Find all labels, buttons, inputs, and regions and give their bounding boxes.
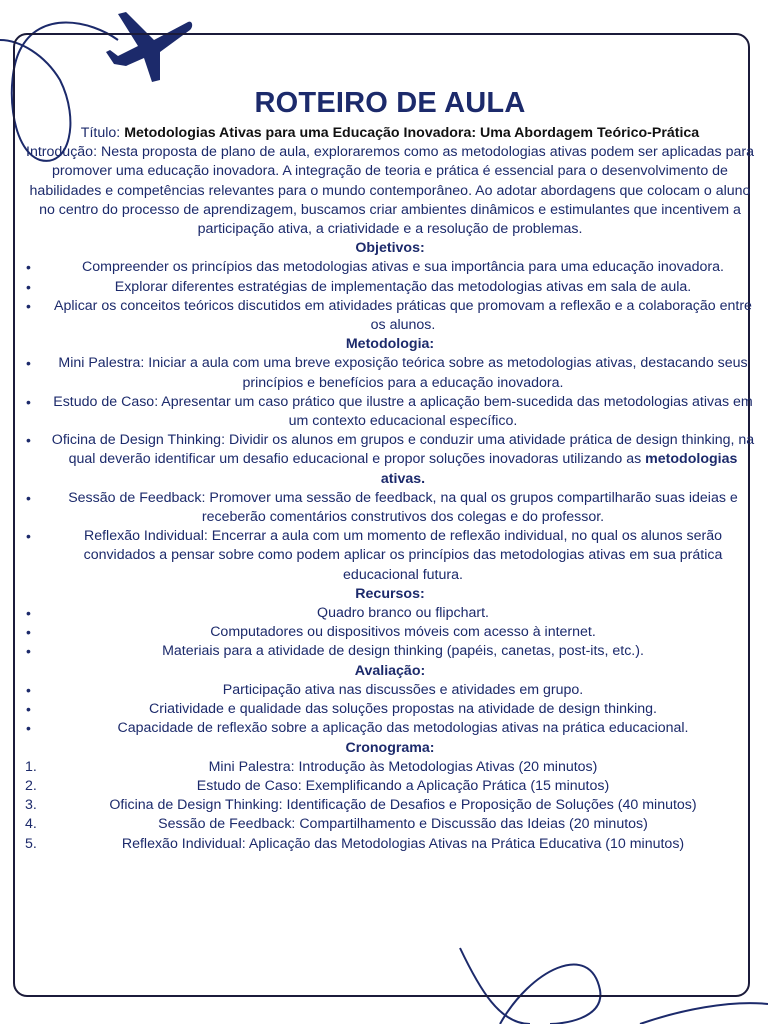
list-item: • Reflexão Individual: Encerrar a aula com um momento de reflexão individual, no qual os alunos serão convidados a pensar sobre como podem aplicar os princípios das metodologias ativas em sua prática educacional futura. <box>20 527 760 585</box>
list-item: • Explorar diferentes estratégias de implementação das metodologias ativas em sala de aula. <box>20 278 760 297</box>
section-heading-objetivos: Objetivos: <box>355 240 425 257</box>
list-item-text: Oficina de Design Thinking: Identificação de Desafios e Proposição de Soluções (40 minutos) <box>109 797 697 814</box>
lesson-plan-content <box>20 84 760 854</box>
lesson-title: Metodologias Ativas para uma Educação Inovadora: Uma Abordagem Teórico-Prática <box>124 125 700 141</box>
list-item-text: Estudo de Caso: Exemplificando a Aplicação Prática (15 minutos) <box>196 777 610 794</box>
recursos-list <box>20 604 760 662</box>
objetivos-list <box>20 258 760 335</box>
list-item <box>20 758 760 777</box>
lesson-title-line <box>20 124 760 143</box>
list-item <box>20 815 760 834</box>
list-item <box>20 835 760 854</box>
list-item: • Compreender os princípios das metodologias ativas e sua importância para uma educação inovadora. <box>20 258 760 277</box>
cronograma-list <box>20 758 760 854</box>
list-item: • Participação ativa nas discussões e atividades em grupo. <box>20 681 760 700</box>
list-number: 1. <box>25 758 37 775</box>
list-item <box>20 796 760 815</box>
list-number: 3. <box>25 797 37 814</box>
title-label: Título: <box>80 125 121 141</box>
list-item-bold-tail: metodologias ativas. <box>380 451 738 487</box>
list-item: • Computadores ou dispositivos móveis com acesso à internet. <box>20 623 760 642</box>
list-number: 5. <box>25 835 37 852</box>
section-heading-avaliacao: Avaliação: <box>354 662 426 679</box>
list-item: • Aplicar os conceitos teóricos discutidos em atividades práticas que promovam a reflexão e a colaboração entre os alunos. <box>20 297 760 335</box>
page-title: ROTEIRO DE AULA <box>254 87 526 119</box>
list-item-text: Reflexão Individual: Aplicação das Metodologias Ativas na Prática Educativa (10 minutos) <box>121 835 685 852</box>
list-item: • Sessão de Feedback: Promover uma sessão de feedback, na qual os grupos compartilharão suas ideias e receberão comentários construtivos dos colegas e do professor. <box>20 489 760 527</box>
list-item-text: Mini Palestra: Introdução às Metodologias Ativas (20 minutos) <box>208 758 598 775</box>
list-item-text: Oficina de Design Thinking: Dividir os alunos em grupos e conduzir uma atividade prática de design thinking, na qual deverão identificar um desafio educacional e propor soluções inovadoras utilizando as <box>51 432 755 468</box>
section-heading-recursos: Recursos: <box>355 585 425 602</box>
list-item <box>20 777 760 796</box>
list-item: • Materiais para a atividade de design thinking (papéis, canetas, post-its, etc.). <box>20 642 760 661</box>
list-number: 4. <box>25 816 37 833</box>
list-item: • Capacidade de reflexão sobre a aplicação das metodologias ativas na prática educacional. <box>20 719 760 738</box>
avaliacao-list <box>20 681 760 739</box>
introduction: Introdução: Nesta proposta de plano de aula, exploraremos como as metodologias ativas podem ser aplicadas para promover uma educação inovadora. A integração de teoria e prática é essencial para o desenvolvimento de habilidades e competências relevantes para o mundo contemporâneo. Ao adotar abordagens que colocam o aluno no centro do processo de aprendizagem, buscamos criar ambientes dinâmicos e estimulantes que incentivem a participação ativa, a criatividade e a resolução de problemas. <box>26 144 754 238</box>
section-heading-cronograma: Cronograma: <box>345 739 435 756</box>
metodologia-list <box>20 354 760 584</box>
section-heading-metodologia: Metodologia: <box>345 336 435 353</box>
list-item-text: Sessão de Feedback: Compartilhamento e Discussão das Ideias (20 minutos) <box>158 816 648 833</box>
list-item: • Quadro branco ou flipchart. <box>20 604 760 623</box>
list-item: • Estudo de Caso: Apresentar um caso prático que ilustre a aplicação bem-sucedida das metodologias ativas em um contexto educacional específico. <box>20 393 760 431</box>
list-item: • Criatividade e qualidade das soluções propostas na atividade de design thinking. <box>20 700 760 719</box>
list-number: 2. <box>25 777 37 794</box>
list-item <box>20 431 760 489</box>
list-item: • Mini Palestra: Iniciar a aula com uma breve exposição teórica sobre as metodologias ativas, destacando seus princípios e benefícios para a educação inovadora. <box>20 354 760 392</box>
